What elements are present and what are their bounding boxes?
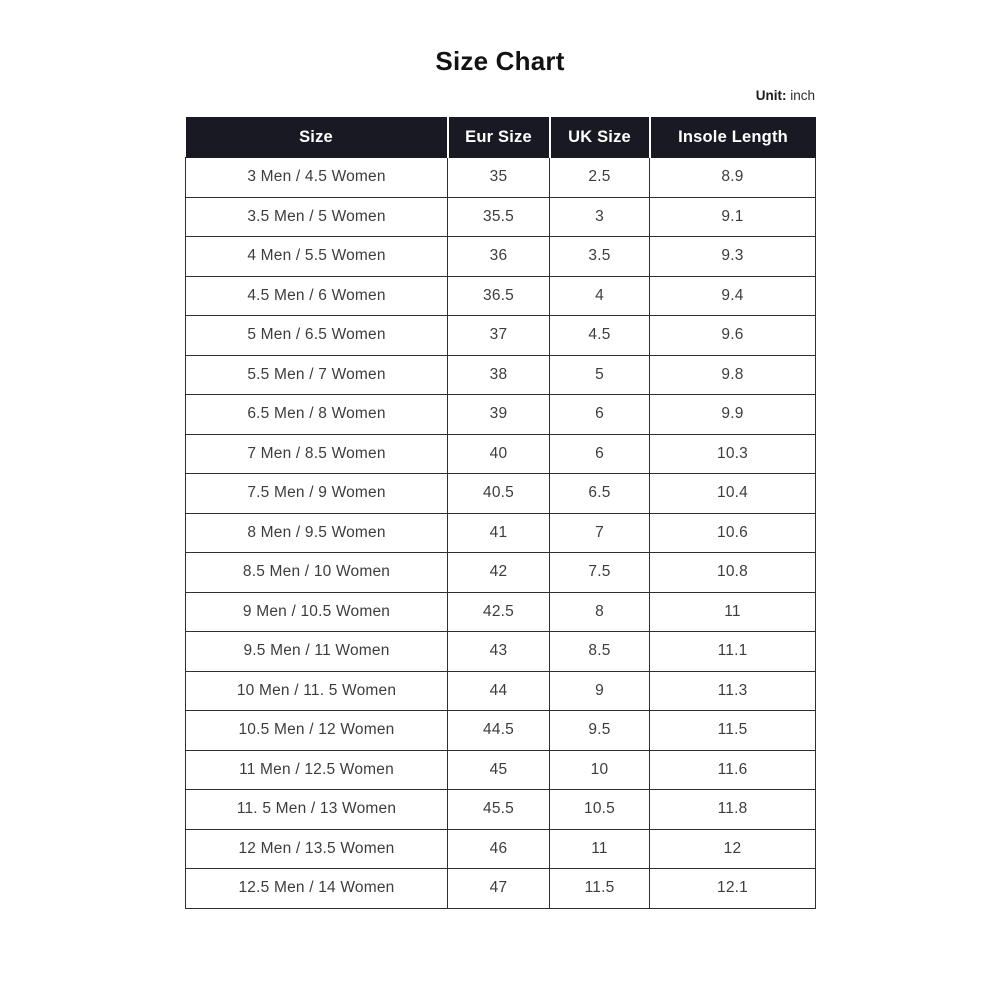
table-cell: 11: [550, 829, 650, 869]
table-cell: 7.5: [550, 553, 650, 593]
table-cell: 5 Men / 6.5 Women: [186, 316, 448, 356]
table-cell: 12.1: [650, 869, 816, 909]
table-row: [186, 434, 816, 474]
table-cell: 44: [448, 671, 550, 711]
table-cell: 11: [650, 592, 816, 632]
table-cell: 44.5: [448, 711, 550, 751]
table-cell: 4.5 Men / 6 Women: [186, 276, 448, 316]
size-chart-table: [185, 117, 816, 909]
table-row: [186, 592, 816, 632]
table-cell: 36: [448, 237, 550, 277]
table-cell: 10: [550, 750, 650, 790]
table-cell: 9.3: [650, 237, 816, 277]
table-cell: 39: [448, 395, 550, 435]
table-cell: 41: [448, 513, 550, 553]
table-cell: 10.3: [650, 434, 816, 474]
column-header-insole-length: Insole Length: [650, 118, 816, 158]
table-cell: 9.6: [650, 316, 816, 356]
table-cell: 42: [448, 553, 550, 593]
table-cell: 9.9: [650, 395, 816, 435]
table-cell: 12.5 Men / 14 Women: [186, 869, 448, 909]
table-cell: 12 Men / 13.5 Women: [186, 829, 448, 869]
table-cell: 4.5: [550, 316, 650, 356]
table-cell: 9 Men / 10.5 Women: [186, 592, 448, 632]
table-cell: 35: [448, 158, 550, 198]
table-cell: 7 Men / 8.5 Women: [186, 434, 448, 474]
table-cell: 7.5 Men / 9 Women: [186, 474, 448, 514]
table-cell: 40.5: [448, 474, 550, 514]
page-title: Size Chart: [435, 46, 565, 76]
table-cell: 6.5 Men / 8 Women: [186, 395, 448, 435]
table-cell: 9.5 Men / 11 Women: [186, 632, 448, 672]
table-cell: 8.5: [550, 632, 650, 672]
table-cell: 11.5: [650, 711, 816, 751]
table-row: [186, 276, 816, 316]
table-row: [186, 790, 816, 830]
unit-label: Unit:: [755, 88, 787, 103]
table-cell: 10.8: [650, 553, 816, 593]
table-cell: 11.3: [650, 671, 816, 711]
table-cell: 11 Men / 12.5 Women: [186, 750, 448, 790]
table-cell: 3 Men / 4.5 Women: [186, 158, 448, 198]
table-row: [186, 158, 816, 198]
table-cell: 5.5 Men / 7 Women: [186, 355, 448, 395]
table-header-row: [186, 118, 816, 158]
table-cell: 7: [550, 513, 650, 553]
table-cell: 11.6: [650, 750, 816, 790]
table-cell: 11.8: [650, 790, 816, 830]
table-cell: 11.5: [550, 869, 650, 909]
table-row: [186, 553, 816, 593]
table-row: [186, 869, 816, 909]
table-cell: 46: [448, 829, 550, 869]
table-cell: 10.4: [650, 474, 816, 514]
table-cell: 10.5: [550, 790, 650, 830]
table-cell: 6: [550, 434, 650, 474]
column-header-eur-size: Eur Size: [448, 118, 550, 158]
table-cell: 45: [448, 750, 550, 790]
table-cell: 43: [448, 632, 550, 672]
table-cell: 6: [550, 395, 650, 435]
table-cell: 6.5: [550, 474, 650, 514]
table-row: [186, 711, 816, 751]
unit-value: inch: [790, 88, 815, 103]
table-cell: 3.5: [550, 237, 650, 277]
table-row: [186, 513, 816, 553]
table-cell: 8 Men / 9.5 Women: [186, 513, 448, 553]
column-header-size: Size: [186, 118, 448, 158]
table-cell: 37: [448, 316, 550, 356]
table-row: [186, 316, 816, 356]
table-row: [186, 197, 816, 237]
table-cell: 11. 5 Men / 13 Women: [186, 790, 448, 830]
table-cell: 9.8: [650, 355, 816, 395]
table-cell: 40: [448, 434, 550, 474]
table-cell: 10 Men / 11. 5 Women: [186, 671, 448, 711]
table-cell: 9.4: [650, 276, 816, 316]
table-cell: 38: [448, 355, 550, 395]
table-header: [186, 118, 816, 158]
column-header-uk-size: UK Size: [550, 118, 650, 158]
table-row: [186, 395, 816, 435]
table-cell: 47: [448, 869, 550, 909]
table-cell: 10.5 Men / 12 Women: [186, 711, 448, 751]
table-cell: 2.5: [550, 158, 650, 198]
size-chart-page: [0, 46, 1000, 1000]
size-table-body: [186, 158, 816, 909]
table-cell: 4 Men / 5.5 Women: [186, 237, 448, 277]
table-cell: 8.9: [650, 158, 816, 198]
size-chart-content: [185, 46, 815, 909]
table-cell: 36.5: [448, 276, 550, 316]
table-row: [186, 474, 816, 514]
table-cell: 35.5: [448, 197, 550, 237]
table-cell: 8: [550, 592, 650, 632]
table-cell: 42.5: [448, 592, 550, 632]
table-cell: 9.1: [650, 197, 816, 237]
table-row: [186, 671, 816, 711]
table-cell: 5: [550, 355, 650, 395]
table-cell: 9.5: [550, 711, 650, 751]
table-row: [186, 750, 816, 790]
table-cell: 10.6: [650, 513, 816, 553]
unit-line: [185, 88, 815, 104]
table-row: [186, 829, 816, 869]
table-cell: 45.5: [448, 790, 550, 830]
table-cell: 9: [550, 671, 650, 711]
table-cell: 3.5 Men / 5 Women: [186, 197, 448, 237]
table-cell: 12: [650, 829, 816, 869]
table-row: [186, 355, 816, 395]
table-row: [186, 237, 816, 277]
table-cell: 8.5 Men / 10 Women: [186, 553, 448, 593]
table-cell: 3: [550, 197, 650, 237]
table-row: [186, 632, 816, 672]
table-cell: 11.1: [650, 632, 816, 672]
table-cell: 4: [550, 276, 650, 316]
